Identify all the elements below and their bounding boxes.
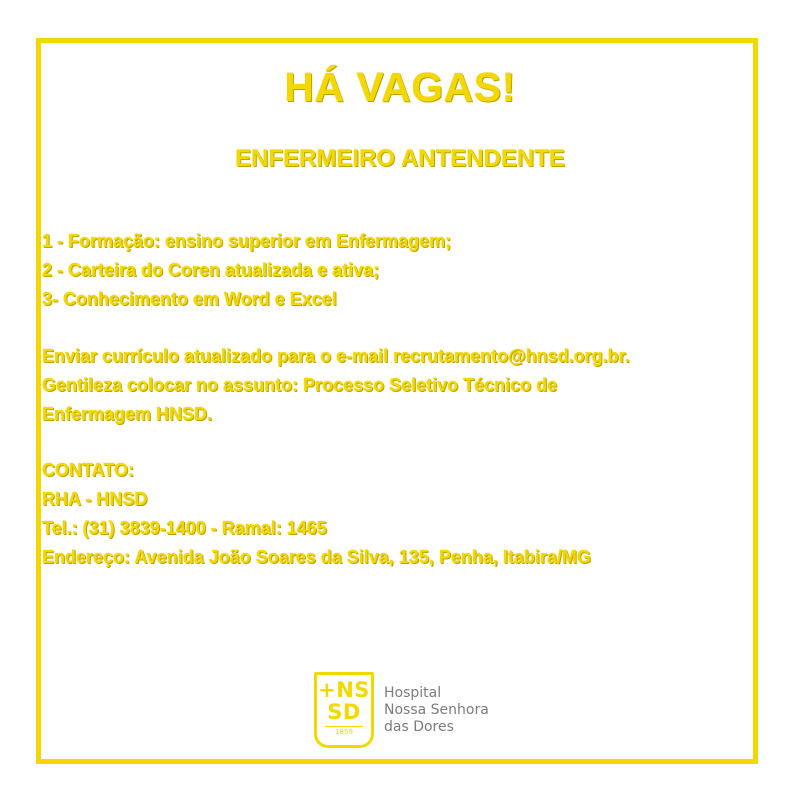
requirement-item: 2 - Carteira do Coren atualizada e ativa; xyxy=(42,260,380,280)
hnsd-emblem-icon xyxy=(314,672,374,748)
page-title: HÁ VAGAS! xyxy=(284,64,516,110)
contact-department: RHA - HNSD xyxy=(42,489,148,509)
hospital-logo xyxy=(314,672,489,748)
job-title: ENFERMEIRO ANTENDENTE xyxy=(235,145,565,172)
requirement-item: 1 - Formação: ensino superior em Enfermagem; xyxy=(42,231,452,251)
emblem-bottom-text: SD xyxy=(327,700,361,724)
hospital-name-line: Nossa Senhora xyxy=(384,701,489,718)
instruction-line: Gentileza colocar no assunto: Processo Seletivo Técnico de xyxy=(42,375,558,395)
instruction-line: Enviar currículo atualizado para o e-mail recrutamento@hnsd.org.br. xyxy=(42,346,630,366)
hospital-name-line: Hospital xyxy=(384,684,442,701)
instruction-line: Enfermagem HNSD. xyxy=(42,404,213,424)
requirement-item: 3- Conhecimento em Word e Excel xyxy=(42,289,337,309)
emblem-year: 1859 xyxy=(325,726,363,736)
contact-heading: CONTATO: xyxy=(42,460,134,480)
contact-block xyxy=(42,456,762,572)
requirements-list xyxy=(42,227,762,314)
application-instructions xyxy=(42,342,762,429)
contact-address: Endereço: Avenida João Soares da Silva, 135, Penha, Itabira/MG xyxy=(42,547,591,567)
hospital-name-line: das Dores xyxy=(384,718,454,735)
emblem-top-text: +NS xyxy=(318,678,370,702)
contact-phone: Tel.: (31) 3839-1400 - Ramal: 1465 xyxy=(42,518,327,538)
hospital-name xyxy=(384,685,489,736)
